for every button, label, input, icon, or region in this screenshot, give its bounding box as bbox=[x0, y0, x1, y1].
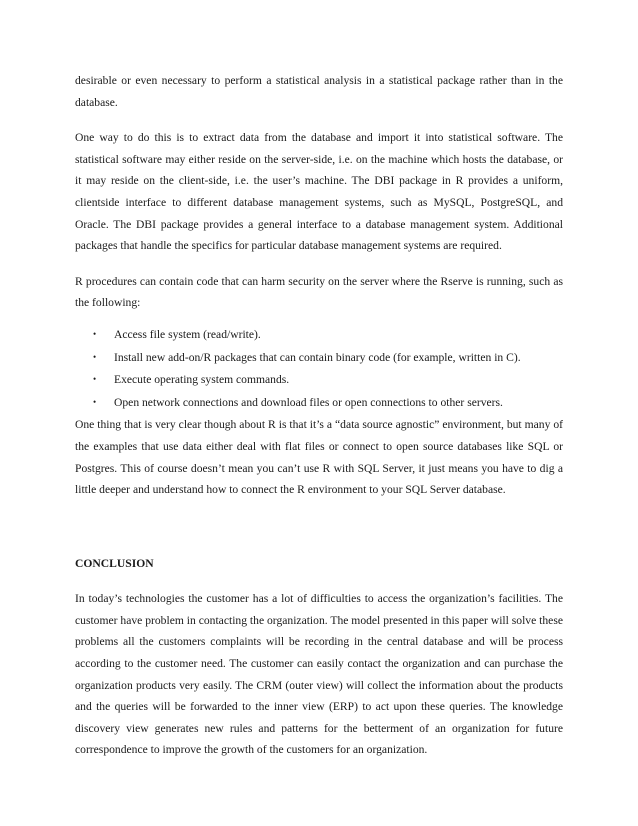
list-item-text: Execute operating system commands. bbox=[114, 373, 290, 387]
paragraph-data-source-agnostic: One thing that is very clear though about R is that it’s a “data source agnostic” environment, but many of the examples that use data either deal with flat files or connect to open source databases like SQL or Postgres. This of course doesn’t mean you can’t use R with SQL Server, it just means you have to dig a little deeper and understand how to connect the R environment to your SQL Server database. bbox=[75, 418, 563, 497]
list-item bbox=[75, 369, 563, 391]
list-item bbox=[75, 347, 563, 369]
bullet-icon: • bbox=[93, 328, 97, 339]
paragraph-r-procedures: R procedures can contain code that can harm security on the server where the Rserve is running, such as the following: bbox=[75, 274, 563, 310]
list-item bbox=[75, 392, 563, 414]
document-page bbox=[75, 70, 563, 775]
bullet-icon: • bbox=[93, 374, 97, 385]
list-item-text: Open network connections and download files or open connections to other servers. bbox=[114, 395, 503, 409]
security-risk-list bbox=[75, 324, 563, 413]
paragraph-dbi-package: One way to do this is to extract data from the database and import it into statistical software. The statistical software may either reside on the server-side, i.e. on the machine which hosts the database, or it may reside on the client-side, i.e. the user’s machine. The DBI package in R provides a uniform, clientside interface to different database management systems, such as MySQL, PostgreSQL, and Oracle. The DBI package provides a general interface to a database management system. Additional packages that handle the specifics for particular database management systems are required. bbox=[75, 131, 563, 253]
list-item bbox=[75, 324, 563, 346]
paragraph-conclusion: In today’s technologies the customer has a lot of difficulties to access the organization’s facilities. The customer have problem in contacting the organization. The model presented in this paper will solve these problems all the customers complaints will be recording in the central database and will be process according to the customer need. The customer can easily contact the organization and can purchase the organization products very easily. The CRM (outer view) will collect the information about the products and the queries will be forwarded to the inner view (ERP) to act upon these queries. The knowledge discovery view generates new rules and patterns for the betterment of an organization for future correspondence to improve the growth of the customers for an organization. bbox=[75, 592, 563, 757]
list-item-text: Access file system (read/write). bbox=[114, 327, 261, 341]
bullet-icon: • bbox=[93, 351, 97, 362]
paragraph-statistical-analysis: desirable or even necessary to perform a statistical analysis in a statistical package rather than in the database. bbox=[75, 74, 563, 109]
list-item-text: Install new add-on/R packages that can contain binary code (for example, written in C). bbox=[114, 350, 521, 364]
bullet-icon: • bbox=[93, 396, 97, 407]
section-heading-conclusion: CONCLUSION bbox=[75, 556, 154, 570]
